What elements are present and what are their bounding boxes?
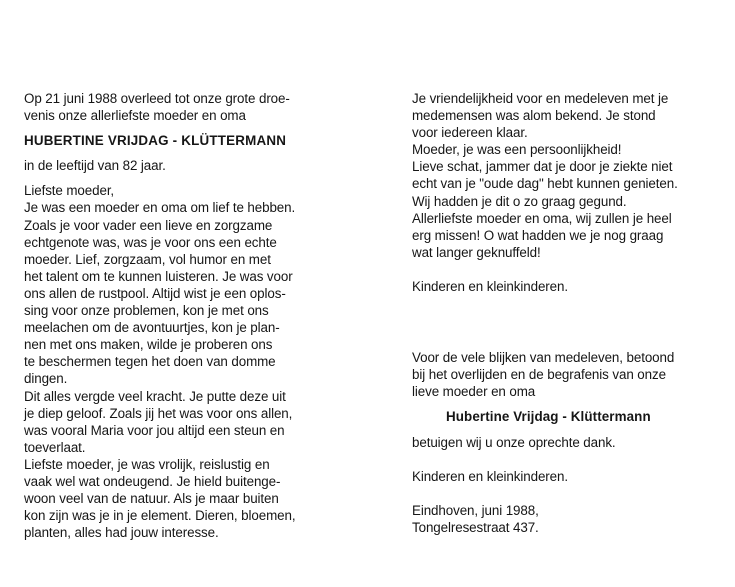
letter-line: ons allen de rustpool. Altijd wist je een oplos- <box>24 285 286 301</box>
thanks-line: betuigen wij u onze oprechte dank. <box>412 434 616 450</box>
letter-line: planten, alles had jouw interesse. <box>24 525 219 541</box>
letter-line: woon veel van de natuur. Als je maar buiten <box>24 491 279 507</box>
letter-line: te beschermen tegen het doen van domme <box>24 354 276 370</box>
place-date: Eindhoven, juni 1988, <box>412 502 539 518</box>
letter-line: je diep geloof. Zoals jij het was voor ons allen, <box>24 405 293 421</box>
letter-line: vaak wel wat ondeugend. Je hield buitenge- <box>24 473 281 489</box>
letter-line: Lieve schat, jammer dat je door je ziekte niet <box>412 159 673 175</box>
thanks-intro-line: bij het overlijden en de begrafenis van onze <box>412 367 666 383</box>
thanks-intro-line: Voor de vele blijken van medeleven, betoond <box>412 350 675 366</box>
letter-line: Je was een moeder en oma om lief te hebben. <box>24 200 296 216</box>
letter-line: medemensen was alom bekend. Je stond <box>412 108 656 124</box>
letter-line: dingen. <box>24 371 68 387</box>
signoff: Kinderen en kleinkinderen. <box>412 279 568 295</box>
right-column <box>412 90 712 536</box>
intro-line: Op 21 juni 1988 overleed tot onze grote droe- <box>24 91 290 106</box>
intro-line: venis onze allerliefste moeder en oma <box>24 108 246 124</box>
letter-line: moeder. Lief, zorgzaam, vol humor en met <box>24 251 271 267</box>
deceased-name: HUBERTINE VRIJDAG - KLÜTTERMANN <box>24 133 287 149</box>
letter-line: Zoals je voor vader een lieve en zorgzame <box>24 217 273 233</box>
letter-line: nen met ons maken, wilde je proberen ons <box>24 337 273 353</box>
letter-line: Dit alles vergde veel kracht. Je putte deze uit <box>24 388 286 404</box>
letter-line: was vooral Maria voor jou altijd een steun en <box>24 422 285 438</box>
thanks-intro-line: lieve moeder en oma <box>412 384 536 400</box>
letter-line: Je vriendelijkheid voor en medeleven met je <box>412 91 669 106</box>
letter-line: Wij hadden je dit o zo graag gegund. <box>412 193 627 209</box>
letter-line: kon zijn was je in je element. Dieren, bloemen, <box>24 508 296 524</box>
signoff-2: Kinderen en kleinkinderen. <box>412 468 568 484</box>
letter-line: Liefste moeder, je was vrolijk, reislustig en <box>24 456 270 472</box>
letter-line: Allerliefste moeder en oma, wij zullen je heel <box>412 210 672 226</box>
letter-line: echtgenote was, was je voor ons een echte <box>24 234 277 250</box>
age-line: in de leeftijd van 82 jaar. <box>24 158 166 174</box>
letter-line: toeverlaat. <box>24 439 86 455</box>
letter-line: meelachen om de avontuurtjes, kon je plan- <box>24 320 280 336</box>
letter-line: sing voor onze problemen, kon je met ons <box>24 303 269 319</box>
letter-line: echt van je "oude dag" hebt kunnen genieten. <box>412 176 678 192</box>
address: Tongelresestraat 437. <box>412 519 539 535</box>
letter-line: Moeder, je was een persoonlijkheid! <box>412 142 622 158</box>
letter-line: erg missen! O wat hadden we je nog graag <box>412 227 664 243</box>
letter-line: voor iedereen klaar. <box>412 125 528 141</box>
letter-line: wat langer geknuffeld! <box>412 244 541 260</box>
left-column <box>24 90 324 541</box>
thanks-name: Hubertine Vrijdag - Klüttermann <box>446 409 651 425</box>
letter-line: het talent om te kunnen luisteren. Je was voor <box>24 268 293 284</box>
letter-line: Liefste moeder, <box>24 183 115 199</box>
